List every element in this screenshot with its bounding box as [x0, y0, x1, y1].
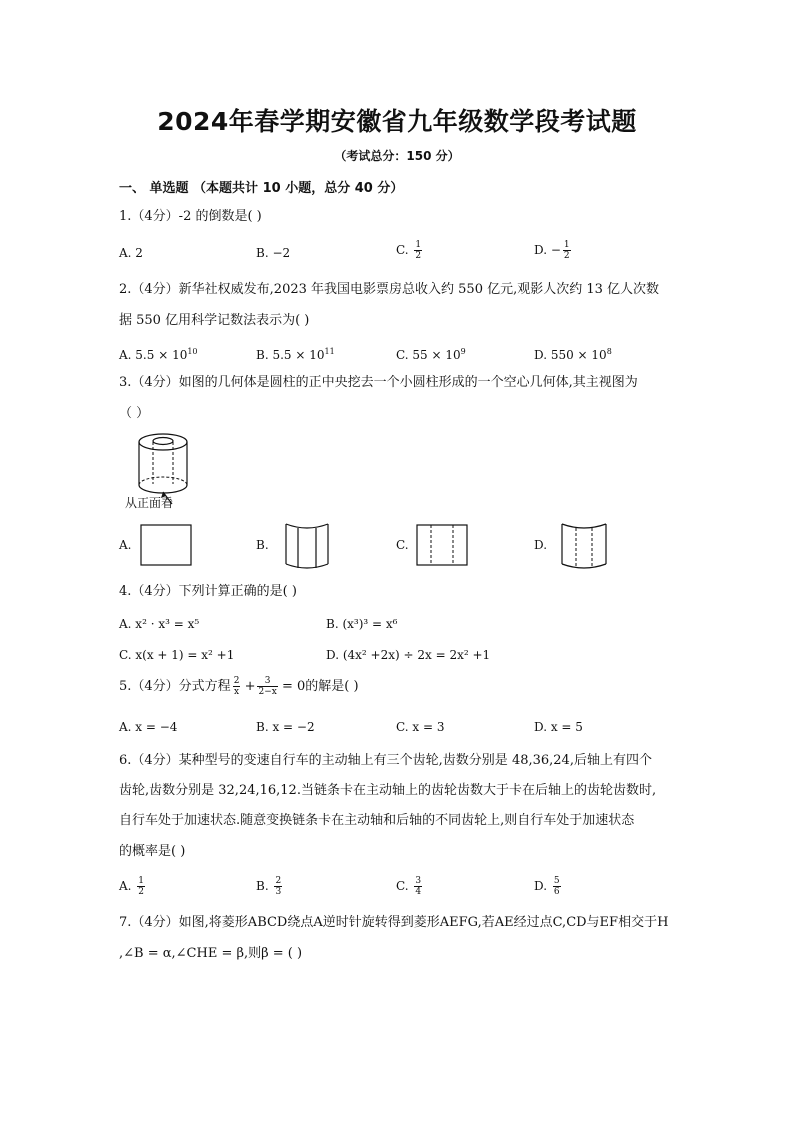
question-3-line-2: （ ） — [119, 406, 150, 421]
question-2-option-a: A. $5.5 \times 10^{10}$ — [119, 347, 198, 362]
front-view-label: 从正面看 — [125, 496, 174, 510]
option-b-curved-figure — [284, 520, 330, 572]
question-5-option-a: A. x = −4 — [119, 720, 178, 734]
question-7-line-1: 7.（4分）如图,将菱形ABCD绕点A逆时针旋转得到菱形AEFG,若AE经过点C,CD与EF相交于H — [119, 915, 669, 930]
question-2-option-b: B. $5.5 \times 10^{11}$ — [256, 347, 335, 362]
question-1-option-b: B. −2 — [256, 246, 291, 260]
question-3-option-c: C. — [396, 538, 409, 552]
question-6-line-4: 的概率是( ) — [119, 844, 186, 859]
question-3-option-b: B. — [256, 538, 269, 552]
question-6-line-1: 6.（4分）某种型号的变速自行车的主动轴上有三个齿轮,齿数分别是 48,36,24,后轴上有四个 — [119, 753, 652, 768]
question-6-option-b: B. $\frac{2}{3}$ — [256, 876, 282, 897]
question-3-option-d: D. — [534, 538, 548, 552]
question-3-option-a: A. — [119, 538, 132, 552]
question-4-option-a: A. x² · x³ = x⁵ — [119, 617, 200, 631]
question-2-line-2: 据 550 亿用科学记数法表示为( ) — [119, 313, 310, 328]
option-d-curved-dashed-figure — [560, 520, 608, 572]
question-5-stem: 5.（4分）分式方程 $\frac{2}{x}$ + $\frac{3}{2-x}$ = 0的解是( ) — [119, 676, 359, 697]
question-6-line-3: 自行车处于加速状态.随意变换链条卡在主动轴和后轴的不同齿轮上,则自行车处于加速状态 — [119, 813, 635, 828]
question-5-option-c: C. x = 3 — [396, 720, 445, 734]
question-1-option-c: C. $\frac{1}{2}$ — [396, 240, 422, 261]
question-6-option-a: A. $\frac{1}{2}$ — [119, 876, 145, 897]
question-2-option-d: D. $550 \times 10^8$ — [534, 347, 612, 362]
question-3-line-1: 3.（4分）如图的几何体是圆柱的正中央挖去一个小圆柱形成的一个空心几何体,其主视图为 — [119, 375, 638, 390]
question-4-option-b: B. (x³)³ = x⁶ — [326, 617, 398, 631]
question-2-line-1: 2.（4分）新华社权威发布,2023 年我国电影票房总收入约 550 亿元,观影人次约 13 亿人次数 — [119, 282, 660, 297]
question-5-option-b: B. x = −2 — [256, 720, 315, 734]
page-title: 2024年春学期安徽省九年级数学段考试题 — [157, 107, 637, 136]
question-5-option-d: D. x = 5 — [534, 720, 583, 734]
option-c-rectangle-dashed-figure — [416, 524, 468, 566]
option-a-rectangle-figure — [140, 524, 192, 566]
question-1-option-a: A. 2 — [119, 246, 143, 260]
section-heading: 一、 单选题 （本题共计 10 小题，总分 40 分） — [119, 181, 404, 196]
question-1-stem: 1.（4分）-2 的倒数是( ) — [119, 209, 262, 224]
question-6-line-2: 齿轮,齿数分别是 32,24,16,12.当链条卡在主动轴上的齿轮齿数大于卡在后轴上的齿轮齿数时, — [119, 783, 657, 798]
question-4-stem: 4.（4分）下列计算正确的是( ) — [119, 584, 297, 599]
question-6-option-c: C. $\frac{3}{4}$ — [396, 876, 422, 897]
question-4-option-d: D. (4x² +2x) ÷ 2x = 2x² +1 — [326, 648, 491, 662]
question-7-line-2: ,∠B = α,∠CHE = β,则β = ( ) — [119, 946, 303, 961]
question-1-option-d: D. − $\frac{1}{2}$ — [534, 240, 570, 261]
question-4-option-c: C. x(x + 1) = x² +1 — [119, 648, 235, 662]
question-6-option-d: D. $\frac{5}{6}$ — [534, 876, 560, 897]
exam-total-score: （考试总分：150 分） — [334, 149, 460, 163]
question-2-option-c: C. $55 \times 10^9$ — [396, 347, 466, 362]
hollow-cylinder-figure — [130, 430, 210, 500]
